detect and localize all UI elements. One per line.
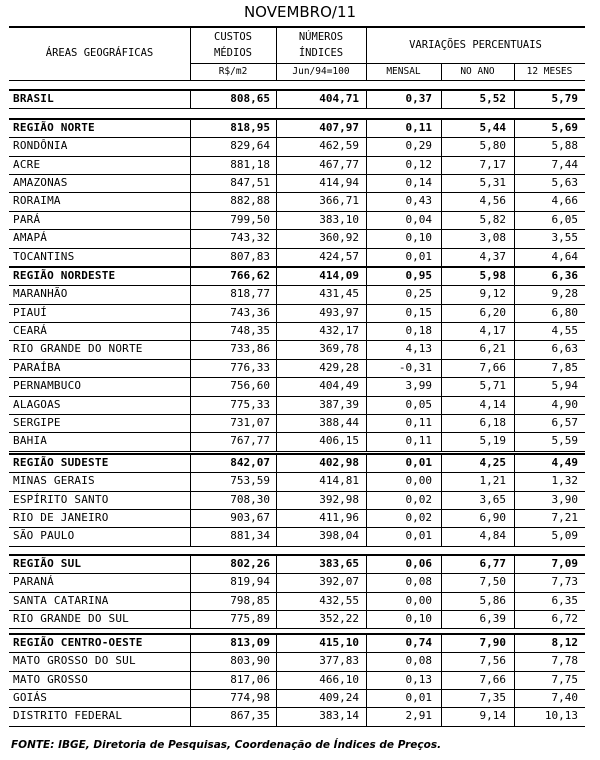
state-name: DISTRITO FEDERAL: [13, 709, 123, 723]
numero-indice-value: 431,45: [319, 287, 359, 301]
variacao-mensal-value: 0,14: [405, 176, 432, 189]
header-variacoes: VARIAÇÕES PERCENTUAIS: [409, 39, 542, 51]
numero-indice-value: 462,59: [319, 139, 359, 153]
variacao-12-meses-value: 8,12: [551, 636, 578, 649]
numero-indice-value: 414,09: [319, 269, 359, 282]
variacao-mensal-value: 0,12: [405, 157, 432, 171]
region-row: [9, 454, 585, 472]
variacao-no-ano-value: 4,37: [479, 249, 506, 263]
column-divider: [190, 266, 191, 451]
variacao-no-ano-value: 7,90: [479, 636, 506, 649]
row-rule: [9, 546, 585, 547]
table-header: [9, 27, 585, 81]
variacao-mensal-value: 0,11: [405, 416, 432, 429]
state-name: MATO GROSSO DO SUL: [13, 654, 136, 668]
numero-indice-value: 404,49: [319, 379, 359, 393]
region-name: BRASIL: [13, 92, 54, 105]
numero-indice-value: 466,10: [319, 672, 359, 686]
variacao-mensal-value: 0,11: [405, 121, 432, 134]
variacao-mensal-value: 0,95: [405, 269, 432, 282]
variacao-12-meses-value: 5,94: [551, 379, 578, 393]
custo-medio-value: 881,18: [230, 157, 270, 171]
numero-indice-value: 383,10: [319, 212, 359, 226]
table-row: [9, 573, 585, 591]
numero-indice-value: 414,94: [319, 176, 359, 189]
custo-medio-value: 842,07: [230, 456, 270, 469]
column-divider: [514, 554, 515, 628]
variacao-12-meses-value: 4,64: [551, 249, 578, 263]
table-row: [9, 248, 585, 266]
variacao-no-ano-value: 1,21: [479, 474, 506, 488]
variacao-12-meses-value: 7,40: [551, 691, 578, 704]
column-divider: [441, 554, 442, 628]
variacao-mensal-value: 0,02: [405, 492, 432, 506]
numero-indice-value: 366,71: [319, 194, 359, 208]
custo-medio-value: 776,33: [230, 360, 270, 374]
variacao-12-meses-value: 3,55: [551, 231, 578, 245]
table-row: [9, 340, 585, 358]
custo-medio-value: 882,88: [230, 194, 270, 208]
table-row: [9, 304, 585, 322]
numero-indice-value: 411,96: [319, 511, 359, 524]
column-divider: [514, 266, 515, 451]
custo-medio-value: 867,35: [230, 709, 270, 723]
variacao-mensal-value: 0,10: [405, 612, 432, 625]
numero-indice-value: 369,78: [319, 342, 359, 356]
variacao-no-ano-value: 6,21: [479, 342, 506, 356]
custo-medio-value: 817,06: [230, 672, 270, 686]
custo-medio-value: 731,07: [230, 416, 270, 429]
numero-indice-value: 360,92: [319, 231, 359, 245]
variacao-12-meses-value: 7,85: [551, 360, 578, 374]
variacao-mensal-value: 0,37: [405, 92, 432, 105]
numero-indice-value: 383,14: [319, 709, 359, 723]
numero-indice-value: 406,15: [319, 434, 359, 448]
custo-medio-value: 807,83: [230, 249, 270, 263]
state-name: RONDÔNIA: [13, 139, 68, 153]
column-divider: [514, 89, 515, 108]
variacao-12-meses-value: 6,80: [551, 305, 578, 319]
table-row: [9, 377, 585, 395]
variacao-12-meses-value: 3,90: [551, 492, 578, 506]
header-no-ano: NO ANO: [460, 66, 495, 77]
column-divider: [190, 118, 191, 266]
variacao-mensal-value: 0,25: [405, 287, 432, 301]
header-mensal: MENSAL: [386, 66, 421, 77]
variacao-mensal-value: 0,18: [405, 324, 432, 337]
variacao-mensal-value: 0,06: [405, 557, 432, 570]
variacao-mensal-value: 0,74: [405, 636, 432, 649]
column-divider: [441, 89, 442, 108]
table-row: [9, 156, 585, 174]
region-name: REGIÃO CENTRO-OESTE: [13, 636, 143, 649]
table-row: [9, 671, 585, 689]
variacao-12-meses-value: 6,36: [551, 269, 578, 282]
numero-indice-value: 392,07: [319, 575, 359, 589]
variacao-12-meses-value: 6,57: [551, 416, 578, 429]
region-row: [9, 555, 585, 573]
custo-medio-value: 818,77: [230, 287, 270, 301]
variacao-12-meses-value: 5,09: [551, 529, 578, 543]
region-bottom-rule: [9, 108, 585, 109]
custo-medio-value: 881,34: [230, 529, 270, 543]
state-name: SANTA CATARINA: [13, 593, 109, 607]
variacao-mensal-value: -0,31: [398, 360, 432, 374]
numero-indice-value: 493,97: [319, 305, 359, 319]
state-name: AMAZONAS: [13, 176, 68, 189]
header-unit-custos: R$/m2: [218, 66, 248, 77]
variacao-no-ano-value: 6,18: [479, 416, 506, 429]
table-row: [9, 137, 585, 155]
table-row: [9, 689, 585, 707]
numero-indice-value: 388,44: [319, 416, 359, 429]
variacao-12-meses-value: 4,66: [551, 194, 578, 208]
column-divider: [190, 554, 191, 628]
source-footnote: FONTE: IBGE, Diretoria de Pesquisas, Coordenação de Índices de Preços.: [11, 739, 442, 751]
variacao-no-ano-value: 5,31: [479, 176, 506, 189]
variacao-no-ano-value: 4,84: [479, 529, 506, 543]
variacao-no-ano-value: 7,56: [479, 654, 506, 668]
column-divider: [441, 633, 442, 726]
variacao-no-ano-value: 7,17: [479, 157, 506, 171]
column-divider: [441, 453, 442, 546]
variacao-12-meses-value: 4,49: [551, 456, 578, 469]
variacao-no-ano-value: 3,65: [479, 492, 506, 506]
state-name: ALAGOAS: [13, 397, 61, 411]
column-divider: [276, 453, 277, 546]
column-divider: [366, 266, 367, 451]
column-divider: [190, 89, 191, 108]
header-numeros-line2: ÍNDICES: [298, 47, 344, 59]
variacao-12-meses-value: 5,69: [551, 121, 578, 134]
variacao-no-ano-value: 6,20: [479, 305, 506, 319]
header-col-divider: [276, 27, 277, 80]
state-name: SÃO PAULO: [13, 529, 75, 543]
table-row: [9, 509, 585, 527]
column-divider: [514, 118, 515, 266]
table-row: [9, 285, 585, 303]
header-custos-line2: MÉDIOS: [214, 47, 252, 59]
variacao-mensal-value: 0,02: [405, 511, 432, 524]
header-12-meses: 12 MESES: [526, 66, 573, 77]
variacao-12-meses-value: 10,13: [544, 709, 578, 723]
state-name: RIO GRANDE DO NORTE: [13, 342, 143, 356]
variacao-no-ano-value: 5,98: [479, 269, 506, 282]
header-sub-rule: [366, 63, 585, 64]
variacao-no-ano-value: 6,90: [479, 511, 506, 524]
variacao-no-ano-value: 5,44: [479, 121, 506, 134]
variacao-mensal-value: 0,11: [405, 434, 432, 448]
variacao-mensal-value: 2,91: [405, 709, 432, 723]
variacao-12-meses-value: 7,44: [551, 157, 578, 171]
numero-indice-value: 402,98: [319, 456, 359, 469]
variacao-mensal-value: 0,05: [405, 397, 432, 411]
region-name: REGIÃO SUL: [13, 557, 82, 570]
state-name: PARAÍBA: [13, 360, 61, 374]
variacao-no-ano-value: 4,56: [479, 194, 506, 208]
header-unit-numeros: Jun/94=100: [292, 66, 350, 77]
state-name: ACRE: [13, 157, 41, 171]
column-divider: [366, 453, 367, 546]
state-name: PARANÁ: [13, 575, 54, 589]
custo-medio-value: 708,30: [230, 492, 270, 506]
custo-medio-value: 775,89: [230, 612, 270, 625]
row-rule: [9, 451, 585, 452]
table-row: [9, 610, 585, 628]
variacao-no-ano-value: 4,25: [479, 456, 506, 469]
state-name: RIO DE JANEIRO: [13, 511, 109, 524]
custo-medio-value: 803,90: [230, 654, 270, 668]
variacao-12-meses-value: 5,59: [551, 434, 578, 448]
numero-indice-value: 387,39: [319, 397, 359, 411]
column-divider: [190, 453, 191, 546]
region-row: [9, 119, 585, 137]
variacao-12-meses-value: 6,63: [551, 342, 578, 356]
variacao-mensal-value: 0,04: [405, 212, 432, 226]
variacao-no-ano-value: 9,12: [479, 287, 506, 301]
column-divider: [514, 633, 515, 726]
state-name: RIO GRANDE DO SUL: [13, 612, 129, 625]
numero-indice-value: 377,83: [319, 654, 359, 668]
region-row: [9, 267, 585, 285]
table-row: [9, 192, 585, 210]
custo-medio-value: 766,62: [230, 269, 270, 282]
state-name: BAHIA: [13, 434, 48, 448]
variacao-mensal-value: 0,00: [405, 474, 432, 488]
variacao-no-ano-value: 6,77: [479, 557, 506, 570]
variacao-12-meses-value: 6,72: [551, 612, 578, 625]
header-col-divider: [366, 27, 367, 80]
numero-indice-value: 352,22: [319, 612, 359, 625]
state-name: SERGIPE: [13, 416, 61, 429]
variacao-12-meses-value: 1,32: [551, 474, 578, 488]
variacao-12-meses-value: 7,09: [551, 557, 578, 570]
variacao-no-ano-value: 7,66: [479, 672, 506, 686]
column-divider: [366, 633, 367, 726]
region-row: [9, 90, 585, 108]
region-row: [9, 634, 585, 652]
variacao-mensal-value: 0,15: [405, 305, 432, 319]
variacao-mensal-value: 0,00: [405, 593, 432, 607]
table-row: [9, 229, 585, 247]
numero-indice-value: 383,65: [319, 557, 359, 570]
variacao-no-ano-value: 5,82: [479, 212, 506, 226]
custo-medio-value: 798,85: [230, 593, 270, 607]
variacao-no-ano-value: 4,14: [479, 397, 506, 411]
numero-indice-value: 467,77: [319, 157, 359, 171]
variacao-no-ano-value: 7,35: [479, 691, 506, 704]
variacao-no-ano-value: 5,86: [479, 593, 506, 607]
column-divider: [276, 554, 277, 628]
header-col-divider: [190, 27, 191, 80]
table-row: [9, 414, 585, 432]
variacao-mensal-value: 0,01: [405, 249, 432, 263]
variacao-12-meses-value: 5,63: [551, 176, 578, 189]
variacao-12-meses-value: 5,88: [551, 139, 578, 153]
state-name: PERNAMBUCO: [13, 379, 82, 393]
header-custos-line1: CUSTOS: [214, 31, 252, 43]
column-divider: [366, 89, 367, 108]
header-unit-rule: [190, 63, 366, 64]
variacao-12-meses-value: 7,21: [551, 511, 578, 524]
state-name: GOIÁS: [13, 691, 48, 704]
column-divider: [514, 453, 515, 546]
variacao-mensal-value: 0,10: [405, 231, 432, 245]
state-name: TOCANTINS: [13, 249, 75, 263]
custo-medio-value: 774,98: [230, 691, 270, 704]
variacao-mensal-value: 4,13: [405, 342, 432, 356]
column-divider: [276, 266, 277, 451]
variacao-mensal-value: 0,08: [405, 575, 432, 589]
numero-indice-value: 415,10: [319, 636, 359, 649]
custo-medio-value: 767,77: [230, 434, 270, 448]
state-name: AMAPÁ: [13, 231, 48, 245]
numero-indice-value: 429,28: [319, 360, 359, 374]
region-name: REGIÃO SUDESTE: [13, 456, 109, 469]
numero-indice-value: 409,24: [319, 691, 359, 704]
header-bottom-rule: [9, 80, 585, 81]
numero-indice-value: 424,57: [319, 249, 359, 263]
state-name: MINAS GERAIS: [13, 474, 95, 488]
header-areas: ÁREAS GEOGRÁFICAS: [45, 47, 154, 59]
variacao-no-ano-value: 5,52: [479, 92, 506, 105]
variacao-12-meses-value: 5,79: [551, 92, 578, 105]
variacao-no-ano-value: 3,08: [479, 231, 506, 245]
variacao-mensal-value: 0,43: [405, 194, 432, 208]
numero-indice-value: 404,71: [319, 92, 359, 105]
row-rule: [9, 628, 585, 629]
state-name: MARANHÃO: [13, 287, 68, 301]
custo-medio-value: 829,64: [230, 139, 270, 153]
state-name: PARÁ: [13, 212, 41, 226]
custo-medio-value: 733,86: [230, 342, 270, 356]
state-name: CEARÁ: [13, 324, 48, 337]
table-row: [9, 527, 585, 545]
table-row: [9, 211, 585, 229]
table-row: [9, 322, 585, 340]
state-name: ESPÍRITO SANTO: [13, 492, 109, 506]
custo-medio-value: 753,59: [230, 474, 270, 488]
custo-medio-value: 775,33: [230, 397, 270, 411]
custo-medio-value: 743,36: [230, 305, 270, 319]
custo-medio-value: 903,67: [230, 511, 270, 524]
variacao-mensal-value: 0,08: [405, 654, 432, 668]
custo-medio-value: 756,60: [230, 379, 270, 393]
table-row: [9, 174, 585, 192]
numero-indice-value: 414,81: [319, 474, 359, 488]
table-row: [9, 592, 585, 610]
column-divider: [441, 118, 442, 266]
variacao-12-meses-value: 4,90: [551, 397, 578, 411]
variacao-no-ano-value: 5,80: [479, 139, 506, 153]
custo-medio-value: 799,50: [230, 212, 270, 226]
numero-indice-value: 392,98: [319, 492, 359, 506]
variacao-no-ano-value: 5,19: [479, 434, 506, 448]
page-title: NOVEMBRO/11: [243, 3, 357, 21]
variacao-12-meses-value: 9,28: [551, 287, 578, 301]
variacao-12-meses-value: 7,78: [551, 654, 578, 668]
variacao-no-ano-value: 4,17: [479, 324, 506, 337]
custo-medio-value: 818,95: [230, 121, 270, 134]
variacao-no-ano-value: 6,39: [479, 612, 506, 625]
column-divider: [190, 633, 191, 726]
header-col-divider: [441, 63, 442, 80]
region-name: REGIÃO NORTE: [13, 121, 95, 134]
variacao-12-meses-value: 6,05: [551, 212, 578, 226]
numero-indice-value: 432,17: [319, 324, 359, 337]
table-row: [9, 472, 585, 490]
variacao-mensal-value: 0,01: [405, 691, 432, 704]
numero-indice-value: 398,04: [319, 529, 359, 543]
custo-medio-value: 808,65: [230, 92, 270, 105]
variacao-no-ano-value: 7,50: [479, 575, 506, 589]
row-rule: [9, 726, 585, 727]
column-divider: [366, 554, 367, 628]
custo-medio-value: 743,32: [230, 231, 270, 245]
variacao-no-ano-value: 5,71: [479, 379, 506, 393]
state-name: MATO GROSSO: [13, 672, 89, 686]
variacao-mensal-value: 0,13: [405, 672, 432, 686]
custo-medio-value: 748,35: [230, 324, 270, 337]
table-row: [9, 359, 585, 377]
table-row: [9, 396, 585, 414]
variacao-12-meses-value: 7,75: [551, 672, 578, 686]
variacao-mensal-value: 0,29: [405, 139, 432, 153]
variacao-mensal-value: 3,99: [405, 379, 432, 393]
custo-medio-value: 847,51: [230, 176, 270, 189]
variacao-no-ano-value: 9,14: [479, 709, 506, 723]
column-divider: [276, 118, 277, 266]
header-numeros-line1: NÚMEROS: [298, 31, 344, 43]
variacao-no-ano-value: 7,66: [479, 360, 506, 374]
table-row: [9, 432, 585, 450]
variacao-12-meses-value: 7,73: [551, 575, 578, 589]
state-name: RORAIMA: [13, 194, 61, 208]
custo-medio-value: 813,09: [230, 636, 270, 649]
table-row: [9, 491, 585, 509]
custo-medio-value: 802,26: [230, 557, 270, 570]
numero-indice-value: 432,55: [319, 593, 359, 607]
column-divider: [366, 118, 367, 266]
variacao-12-meses-value: 4,55: [551, 324, 578, 337]
variacao-12-meses-value: 6,35: [551, 593, 578, 607]
variacao-mensal-value: 0,01: [405, 529, 432, 543]
custo-medio-value: 819,94: [230, 575, 270, 589]
region-name: REGIÃO NORDESTE: [13, 269, 116, 282]
column-divider: [441, 266, 442, 451]
table-row: [9, 652, 585, 670]
numero-indice-value: 407,97: [319, 121, 359, 134]
variacao-mensal-value: 0,01: [405, 456, 432, 469]
column-divider: [276, 89, 277, 108]
table-row: [9, 707, 585, 725]
header-col-divider: [514, 63, 515, 80]
state-name: PIAUÍ: [13, 305, 48, 319]
column-divider: [276, 633, 277, 726]
